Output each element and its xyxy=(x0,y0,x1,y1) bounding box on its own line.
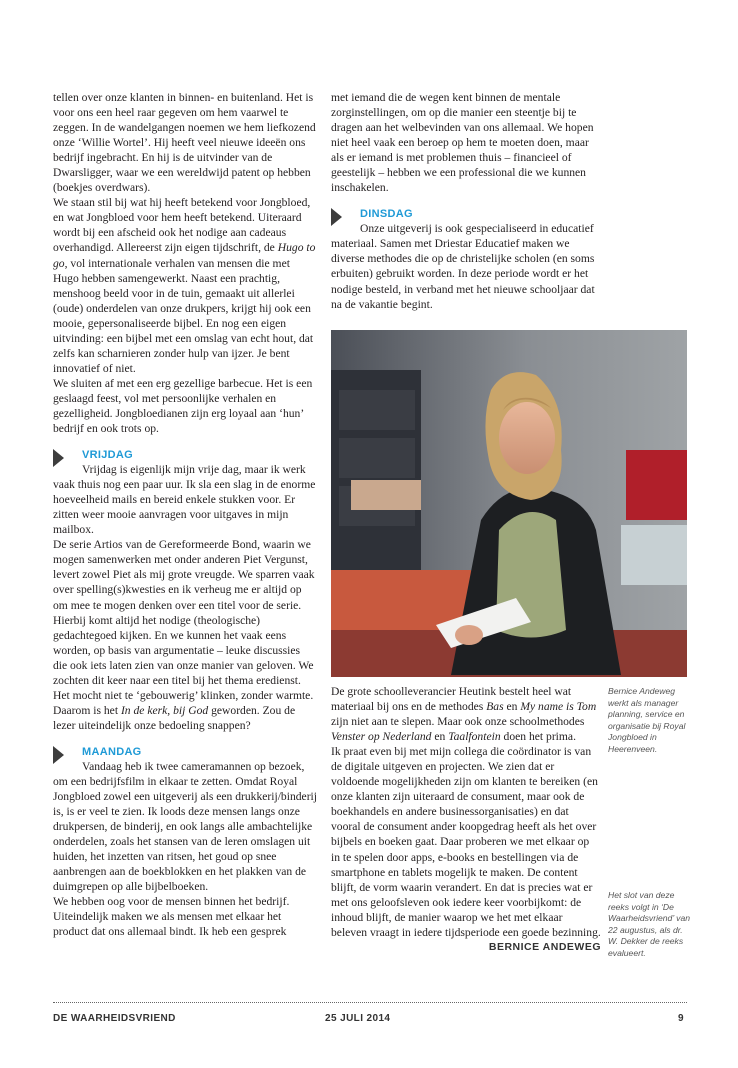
section-vrijdag xyxy=(53,448,317,733)
paragraph: Ik praat even bij met mijn collega die coördinator is van de digitale uitgeven en projecten. We zien dat er voldoende mogelijkheden zijn om klanten te bereiken (en onze klanten zijn uiteraard de consument, maar ook de boekhandels en andere businessorganisaties) en dat vooral de consument ander koopgedrag heeft als het over bijbels en boeken gaat. Daar proberen we met elkaar op in te spelen door apps, e-books en bestellingen via de smartphone en tablets mogelijk te maken. De content blijft, de vorm waarin verandert. En dat is precies wat er met ons geloofsleven ook iedere keer voorbijkomt: de inhoud blijft, de manier waarop we het met elkaar beleven vraagt in iedere tijdsperiode een goede bezinning. xyxy=(331,745,601,939)
photo-illustration xyxy=(331,330,687,677)
footer-magazine: DE WAARHEIDSVRIEND xyxy=(53,1013,176,1024)
footer-date: 25 JULI 2014 xyxy=(325,1013,391,1024)
paragraph: met iemand die de wegen kent binnen de mentale zorginstellingen, om op die manier een steentje bij te dragen aan het welbevinden van ons allemaal. We hopen niet heel vaak een beroep op hem te moeten doen, maar als er iemand is met problemen thuis – financieel of geestelijk – hebben we een professional die we kunnen inschakelen. xyxy=(331,91,594,195)
page-number: 9 xyxy=(678,1013,684,1024)
section-heading: MAANDAG xyxy=(82,745,142,758)
paragraph: We sluiten af met een erg gezellige barbecue. Het is een geslaagd feest, vol met persoonlijke verhalen en gezelligheid. Jongbloedianen zijn erg loyaal aan ‘hun’ bedrijf en ook trots op. xyxy=(53,376,313,436)
paragraph xyxy=(53,537,317,733)
text: geworden. Zou de lezer uiteindelijk onze bedoeling snappen? xyxy=(53,703,296,732)
paragraph xyxy=(53,195,317,376)
method-title: Bas xyxy=(486,700,504,714)
column-right-top xyxy=(331,90,601,312)
text: , vol internationale verhalen van mensen die met Hugo hebben samengewerkt. Naast een prachtig, menshoog beeld voor in de tuin, gemaakt uit allerlei (oude) onderdelen van onze drukpers, krijgt hij ook een mooie, gepersonaliseerde bijbel. En nog een eigen uitvinding: een bijbel met een omslag van echt hout, dat zelfs kan scharnieren zonder hulp van ijzer. Je bent innovatief of niet. xyxy=(53,256,314,375)
book-title: In de kerk, bij God xyxy=(120,703,209,717)
paragraph: Vandaag heb ik twee cameramannen op bezoek, om een bedrijfsfilm in elkaar te zetten. Omdat Royal Jongbloed zowel een uitgeverij als een drukkerij/binderij is, is er veel te zien. Ik loods deze mensen langs onze drukpersen, de binderij, en ook langs alle ambachtelijke onderdelen, zoals het stansen van de leren omslagen uit huiden, het inzetten van ritsen, het goud op snee aanbrengen aan de boekblokken en het plakken van de duimgrepen op alle bijbelboeken. xyxy=(53,759,317,894)
method-title: Taalfontein xyxy=(448,730,501,744)
paragraph: We hebben oog voor de mensen binnen het bedrijf. Uiteindelijk maken we als mensen met elkaar het product dat ons allemaal bindt. Ik heb een gesprek xyxy=(53,895,290,939)
footer-divider xyxy=(53,1002,687,1003)
paragraph xyxy=(331,684,601,744)
paragraph: Vrijdag is eigenlijk mijn vrije dag, maar ik werk vaak thuis nog een paar uur. Ik sla een slag in de enorme hoeveelheid mails en bereid enkele stukken voor. Er zitten weer mooie aanvragen voor uitgaves in mijn mailbox. xyxy=(53,463,316,537)
section-dinsdag xyxy=(331,207,601,311)
text: en xyxy=(503,700,521,714)
triangle-marker-icon xyxy=(53,746,64,764)
paragraph: tellen over onze klanten in binnen- en buitenland. Het is voor ons een heel raar gegeven om hem vaarwel te zeggen. In de wandelgangen noemen we hem liefkozend onze ‘Willie Wortel’. Hij heeft veel nieuwe ideeën ons bedrijf ingebracht. En hij is de uitvinder van de Dwarsligger, waar we een wereldwijd patent op hebben (boekjes overdwars). xyxy=(53,91,316,195)
text: en xyxy=(431,730,449,744)
column-right-bottom xyxy=(331,684,601,955)
section-heading: VRIJDAG xyxy=(82,449,133,462)
text: De serie Artios van de Gereformeerde Bond, waarin we mogen samenwerken met onder anderen Piet Vergunst, levert zowel Piet als mij grote vreugde. We sparren vaak over spelling(s)kwesties en ik verheug me er altijd op om mee te mogen denken over een titel voor de serie. Hierbij komt altijd het nodige (theologische) gedachtegoed kijken. En we kunnen het vaak eens worden, op basis van argumentatie – leuke discussies die ook iets laten zien van onze manier van geloven. We zochten dit keer naar een titel bij het thema eredienst. Het mocht niet te ‘gebouwerig’ klinken, zonder warmte. Daarom is het xyxy=(53,538,315,717)
triangle-marker-icon xyxy=(331,208,342,226)
paragraph: Onze uitgeverij is ook gespecialiseerd in educatief materiaal. Samen met Driestar Educatief maken we diverse methodes die op de christelijke scholen (en soms erbuiten) gebruikt worden. In deze periode wordt er het nodige besteld, in verband met het nieuwe schooljaar dat na de vakantie begint. xyxy=(331,222,595,311)
method-title: Venster op Nederland xyxy=(331,730,432,744)
series-note: Het slot van deze reeks volgt in ‘De Waarheidsvriend’ van 22 augustus, als dr. W. Dekker de reeks evalueert. xyxy=(608,890,691,958)
text: We staan stil bij wat hij heeft betekend voor Jongbloed, en wat Jongbloed voor hem heeft betekend. Uiteraard wordt bij een afscheid ook het nodige aan cadeaus overhandigd. Allereerst zijn eigen tijdschrift, de xyxy=(53,196,311,255)
text: doen het prima. xyxy=(500,730,576,744)
section-heading: DINSDAG xyxy=(360,208,413,221)
text: De grote schoolleverancier Heutink bestelt heel wat materiaal bij ons en de methodes xyxy=(331,685,572,714)
triangle-marker-icon xyxy=(53,449,64,467)
text: zijn niet aan te slepen. Maar ook onze schoolmethodes xyxy=(331,715,585,729)
column-left xyxy=(53,90,317,939)
author-signature: BERNICE ANDEWEG xyxy=(488,940,601,953)
magazine-title: Hugo to go xyxy=(53,241,316,270)
section-maandag xyxy=(53,745,317,940)
portrait-photo xyxy=(331,330,687,677)
photo-caption: Bernice Andeweg werkt als manager planning, service en organisatie bij Royal Jongbloed in Heerenveen. xyxy=(608,686,686,754)
method-title: My name is Tom xyxy=(520,700,597,714)
